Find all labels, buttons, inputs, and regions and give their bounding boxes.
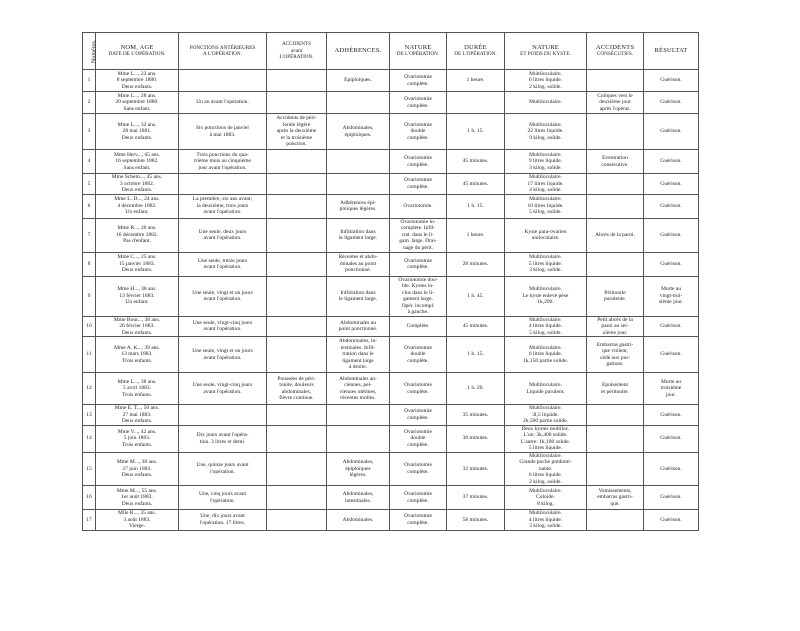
duree-cell: 1 h. 20. <box>447 373 505 405</box>
nature-kyste-cell: Multiloculaire. 10 litres liquide. 5 kilog. solide. <box>505 194 587 218</box>
adherences-cell: Abdominales. <box>327 510 390 531</box>
resultat-cell: Guérison. <box>644 510 699 531</box>
resultat-cell: Guérison. <box>644 405 699 426</box>
adherences-cell <box>327 425 390 452</box>
patient-name-date: Mme V..., 42 ans. 5 juin 1883. Trois enfants. <box>96 425 179 452</box>
consecutifs-cell: Vomissements, embarras gastri- que. <box>587 486 644 510</box>
nature-operation-cell: Ovariotomie complète. <box>390 486 447 510</box>
patient-name-date: Mme L. D..., 24 ans. 4 décembre 1882. Un enfant. <box>96 194 179 218</box>
nature-operation-cell: Ovariotomie. <box>390 194 447 218</box>
duree-cell: 37 minutes. <box>447 486 505 510</box>
header-nature-operation: NATURE DE L'OPÉRATION. <box>390 33 447 70</box>
table-row <box>83 150 699 174</box>
ovariotomy-table <box>82 32 699 531</box>
ovariotomy-table-page <box>82 32 698 602</box>
nature-kyste-cell: Multiloculaire. 6 litres liquide. 1k,150 partie solide. <box>505 337 587 373</box>
patient-name-date: Mme L..., 28 ans. 20 septembre 1880. Sans enfant. <box>96 92 179 114</box>
ponctions-cell: Une seule, vingt-cinq jours avant l'opération. <box>179 373 267 405</box>
nature-operation-cell: Ovariotomie complète. <box>390 70 447 92</box>
table-row <box>83 218 699 252</box>
patient-name-date: Mme R..., 26 ans. 16 décembre 1882. Pas d'enfant. <box>96 218 179 252</box>
row-number: 6 <box>83 194 96 218</box>
patient-name-date: Mme E. T..., 50 ans. 27 mai 1883. Deux enfants. <box>96 405 179 426</box>
accidents-cell <box>267 405 327 426</box>
header-adherences: ADHÉRENCES. <box>327 33 390 70</box>
ponctions-cell <box>179 70 267 92</box>
duree-cell: 28 minutes. <box>447 252 505 276</box>
consecutifs-cell <box>587 452 644 486</box>
nature-kyste-cell: Kyste para-ovarien uniloculaire. <box>505 218 587 252</box>
header-ponctions: PONCTIONS ANTÉRIEURES A L'OPÉRATION. <box>179 33 267 70</box>
nature-kyste-cell: Multiloculaire. 4 litres liquide. 3 kilog. solide. <box>505 510 587 531</box>
nature-kyste-cell: Multiloculaire. 5 litres liquide. 3 kilog. solide. <box>505 252 587 276</box>
patient-name-date: Mme C..., 25 ans. 15 janvier 1883. Deux enfants. <box>96 252 179 276</box>
table-row <box>83 452 699 486</box>
resultat-cell: Guérison. <box>644 174 699 195</box>
adherences-cell <box>327 174 390 195</box>
accidents-cell <box>267 252 327 276</box>
ponctions-cell: Une seule, treize jours avant l'opération. <box>179 252 267 276</box>
resultat-cell: Guérison. <box>644 150 699 174</box>
consecutifs-cell <box>587 510 644 531</box>
nature-operation-cell: Ovariotomie complète. <box>390 373 447 405</box>
duree-cell <box>447 92 505 114</box>
ponctions-cell <box>179 405 267 426</box>
ponctions-cell: Une, cinq jours avant l'opération. <box>179 486 267 510</box>
resultat-cell: Morte au troisième jour. <box>644 373 699 405</box>
duree-cell: 32 minutes. <box>447 452 505 486</box>
row-number: 14 <box>83 425 96 452</box>
consecutifs-cell <box>587 405 644 426</box>
nature-operation-cell: Ovariotomie double complète. <box>390 425 447 452</box>
adherences-cell: Infiltration dans le ligament large. <box>327 276 390 316</box>
row-number: 13 <box>83 405 96 426</box>
ponctions-cell: Un an avant l'opération. <box>179 92 267 114</box>
resultat-cell: Guérison. <box>644 92 699 114</box>
accidents-cell: Poussées de péri- tonite, douleurs abdominales, fièvre continue. <box>267 373 327 405</box>
nature-kyste-cell: Multiloculaire. 9 litres liquide. 3 kilog. solide. <box>505 150 587 174</box>
nature-operation-cell: Ovariotomie double complète. <box>390 114 447 150</box>
consecutifs-cell: Embarras gastri- que violent, cédé aux pur- gations. <box>587 337 644 373</box>
duree-cell: 1 h. 45. <box>447 276 505 316</box>
consecutifs-cell: Eventration consécutive. <box>587 150 644 174</box>
ponctions-cell: Dix jours avant l'opéra- tion. 3 litres et demi. <box>179 425 267 452</box>
adherences-cell: Abdominales an- ciennes, pel- viennes utérines, récentes molles. <box>327 373 390 405</box>
accidents-cell <box>267 510 327 531</box>
header-accidents: ACCIDENTS avant L'OPÉRATION. <box>267 33 327 70</box>
header-row <box>83 33 699 70</box>
table-row <box>83 510 699 531</box>
nature-kyste-cell: Multiloculaire. 3l,5 liquide. 2k,500 partie solide. <box>505 405 587 426</box>
header-nature-kyste: NATURE ET POIDS DU KYSTE. <box>505 33 587 70</box>
accidents-cell <box>267 337 327 373</box>
duree-cell: 45 minutes. <box>447 316 505 337</box>
accidents-cell <box>267 425 327 452</box>
resultat-cell: Guérison. <box>644 252 699 276</box>
accidents-cell <box>267 316 327 337</box>
duree-cell: 1 heure. <box>447 218 505 252</box>
accidents-cell <box>267 174 327 195</box>
header-num: Numéros. <box>83 33 96 70</box>
header-consecutifs: ACCIDENTS CONSÉCUTIFS. <box>587 33 644 70</box>
resultat-cell: Guérison. <box>644 337 699 373</box>
resultat-cell: Guérison. <box>644 316 699 337</box>
row-number: 8 <box>83 252 96 276</box>
accidents-cell <box>267 276 327 316</box>
consecutifs-cell <box>587 174 644 195</box>
row-number: 9 <box>83 276 96 316</box>
nature-kyste-cell: Multiloculaire. <box>505 92 587 114</box>
consecutifs-cell <box>587 252 644 276</box>
consecutifs-cell <box>587 425 644 452</box>
row-number: 11 <box>83 337 96 373</box>
adherences-cell <box>327 150 390 174</box>
resultat-cell: Guérison. <box>644 486 699 510</box>
table-row <box>83 405 699 426</box>
consecutifs-cell: Epuisement et péritonite. <box>587 373 644 405</box>
patient-name-date: Mme Schem..., 45 ans. 3 octobre 1882. Deux enfants. <box>96 174 179 195</box>
nature-operation-cell: Ovariotomie in- complète. Infil- trat. dans le li- gam. large. Drai- nage du périt. <box>390 218 447 252</box>
resultat-cell: Guérison. <box>644 452 699 486</box>
table-row <box>83 70 699 92</box>
nature-kyste-cell: Multiloculaire. 22 litres liquide. 9 kilog. solide. <box>505 114 587 150</box>
table-row <box>83 486 699 510</box>
patient-name-date: Mme H..., 38 ans. 13 février 1883. Un enfant. <box>96 276 179 316</box>
ponctions-cell: Une, quinze jours avant l'opération. <box>179 452 267 486</box>
resultat-cell: Guérison. <box>644 218 699 252</box>
table-row <box>83 252 699 276</box>
row-number: 4 <box>83 150 96 174</box>
table-row <box>83 276 699 316</box>
ponctions-cell: Une seule, vingt et un jours avant l'opération. <box>179 337 267 373</box>
nature-kyste-cell: Multiloculaire. Liquide purulent. <box>505 373 587 405</box>
patient-name-date: Mme Herv..., 65 ans. 16 septembre 1882. Sans enfant. <box>96 150 179 174</box>
accidents-cell <box>267 92 327 114</box>
adherences-cell: Infiltration dans le ligament large. <box>327 218 390 252</box>
nature-kyste-cell: Multiloculaire. 4 litres liquide. 5 kilog. solide. <box>505 316 587 337</box>
table-row <box>83 92 699 114</box>
patient-name-date: Mlle R..., 35 ans. 3 août 1883. Vierge. <box>96 510 179 531</box>
nature-kyste-cell: Multiloculaire. Coloïde. 8 kilog. <box>505 486 587 510</box>
patient-name-date: Mme Bour..., 38 ans. 26 février 1883. Deux enfants. <box>96 316 179 337</box>
nature-operation-cell: Ovariotomie complète. <box>390 150 447 174</box>
consecutifs-cell <box>587 70 644 92</box>
resultat-cell: Guérison. <box>644 114 699 150</box>
nature-operation-cell: Ovariotomie complète. <box>390 452 447 486</box>
table-row <box>83 194 699 218</box>
ponctions-cell: La première, six ans avant; la deuxième, trois jours avant l'opération. <box>179 194 267 218</box>
table-row <box>83 425 699 452</box>
accidents-cell: Accidents de péri- tonite légère après la deuxième et la troisième ponction. <box>267 114 327 150</box>
duree-cell: 35 minutes. <box>447 405 505 426</box>
table-row <box>83 174 699 195</box>
ponctions-cell <box>179 174 267 195</box>
nature-kyste-cell: Multiloculaire. 17 litres liquide. 4 kilog. solide. <box>505 174 587 195</box>
patient-name-date: Mme M..., 38 ans. 27 juin 1883. Deux enfants. <box>96 452 179 486</box>
consecutifs-cell: Coliques vers le deuxième jour après l'opérat. <box>587 92 644 114</box>
consecutifs-cell <box>587 194 644 218</box>
accidents-cell <box>267 194 327 218</box>
nature-operation-cell: Ovariotomie dou- ble. Kystes in- clus dans le li- gament large. Opér. incompl. à gauche. <box>390 276 447 316</box>
header-resultat: RÉSULTAT <box>644 33 699 70</box>
row-number: 12 <box>83 373 96 405</box>
duree-cell: 45 minutes. <box>447 174 505 195</box>
nature-operation-cell: Ovariotomie double complète. <box>390 337 447 373</box>
nature-operation-cell: Ovariotomie complète. <box>390 174 447 195</box>
adherences-cell: Abdominales au point ponctionné. <box>327 316 390 337</box>
table-row <box>83 316 699 337</box>
resultat-cell: Guérison. <box>644 70 699 92</box>
accidents-cell <box>267 486 327 510</box>
patient-name-date: Mme L..., 38 ans. 5 avril 1883. Trois enfants. <box>96 373 179 405</box>
row-number: 5 <box>83 174 96 195</box>
consecutifs-cell: Petit abcès de la paroi au sei- zième jour. <box>587 316 644 337</box>
adherences-cell: Récentes et abdo- minales au point ponctionné. <box>327 252 390 276</box>
row-number: 10 <box>83 316 96 337</box>
duree-cell: 1 heure. <box>447 70 505 92</box>
duree-cell: 30 minutes. <box>447 425 505 452</box>
patient-name-date: Mme M..., 55 ans. 1er août 1883. Deux enfants. <box>96 486 179 510</box>
adherences-cell: Abdominales, épiploïques. <box>327 114 390 150</box>
duree-cell: 1 h. 15. <box>447 114 505 150</box>
row-number: 7 <box>83 218 96 252</box>
adherences-cell <box>327 405 390 426</box>
resultat-cell: Morte au vingt-troi- sième jour. <box>644 276 699 316</box>
header-nom: NOM, AGE DATE DE L'OPÉRATION. <box>96 33 179 70</box>
row-number: 1 <box>83 70 96 92</box>
duree-cell: 45 minutes. <box>447 150 505 174</box>
adherences-cell <box>327 92 390 114</box>
header-duree: DURÉE DE L'OPÉRATION. <box>447 33 505 70</box>
row-number: 16 <box>83 486 96 510</box>
table-row <box>83 337 699 373</box>
nature-operation-cell: Ovariotomie complète. <box>390 252 447 276</box>
duree-cell: 1 h. 15. <box>447 337 505 373</box>
nature-operation-cell: Ovariotomie complète. <box>390 92 447 114</box>
consecutifs-cell: Abcès de la paroi. <box>587 218 644 252</box>
accidents-cell <box>267 150 327 174</box>
patient-name-date: Mme L..., 23 ans. 8 septembre 1880. Deux enfants. <box>96 70 179 92</box>
ponctions-cell: Six ponctions de janvier à mai 1883. <box>179 114 267 150</box>
patient-name-date: Mme L..., 32 ans. 28 mai 1881. Deux enfants. <box>96 114 179 150</box>
ponctions-cell: Une seule, vingt-cinq jours avant l'opération. <box>179 316 267 337</box>
table-row <box>83 373 699 405</box>
adherences-cell: Abdominales, in- testinales. Infil- tration dans le ligament large à droite. <box>327 337 390 373</box>
row-number: 17 <box>83 510 96 531</box>
resultat-cell: Guérison. <box>644 425 699 452</box>
adherences-cell: Adhérences épi- ploïques légères. <box>327 194 390 218</box>
nature-operation-cell: Complète. <box>390 316 447 337</box>
ponctions-cell: Trois ponctions du qua- trième mois au cinquième jour avant l'opération. <box>179 150 267 174</box>
adherences-cell: Abdominales, épiploïques légères. <box>327 452 390 486</box>
accidents-cell <box>267 70 327 92</box>
nature-kyste-cell: Multiloculaire. 6 litres liquide. 2 kilog. solide. <box>505 70 587 92</box>
patient-name-date: Mme A. K..., 39 ans. 13 mars 1883. Trois enfants. <box>96 337 179 373</box>
ponctions-cell: Une seule, vingt et un jours avant l'opération. <box>179 276 267 316</box>
duree-cell: 58 minutes. <box>447 510 505 531</box>
nature-kyste-cell: Multiloculaire. Le kyste enlevé pèse 1k,200. <box>505 276 587 316</box>
duree-cell: 1 h. 15. <box>447 194 505 218</box>
consecutifs-cell: Péritonite purulente. <box>587 276 644 316</box>
row-number: 15 <box>83 452 96 486</box>
table-row <box>83 114 699 150</box>
adherences-cell: Epiploïques. <box>327 70 390 92</box>
row-number: 2 <box>83 92 96 114</box>
accidents-cell <box>267 452 327 486</box>
nature-operation-cell: Ovariotomie complète. <box>390 510 447 531</box>
accidents-cell <box>267 218 327 252</box>
adherences-cell: Abdominales, intestinales. <box>327 486 390 510</box>
resultat-cell: Guérison. <box>644 194 699 218</box>
nature-operation-cell: Ovariotomie complète. <box>390 405 447 426</box>
nature-kyste-cell: Multiloculaire. Grande poche prédomi- nante. 6 litres liquide. 2 kilog. solide. <box>505 452 587 486</box>
row-number: 3 <box>83 114 96 150</box>
nature-kyste-cell: Deux kystes multiloc. L'un: 3k,400 solide. L'autre: 1k,100 solide. 5 litres liquide. <box>505 425 587 452</box>
consecutifs-cell <box>587 114 644 150</box>
ponctions-cell: Une seule, deux jours avant l'opération. <box>179 218 267 252</box>
ponctions-cell: Une, dix jours avant l'opération. 17 litres. <box>179 510 267 531</box>
